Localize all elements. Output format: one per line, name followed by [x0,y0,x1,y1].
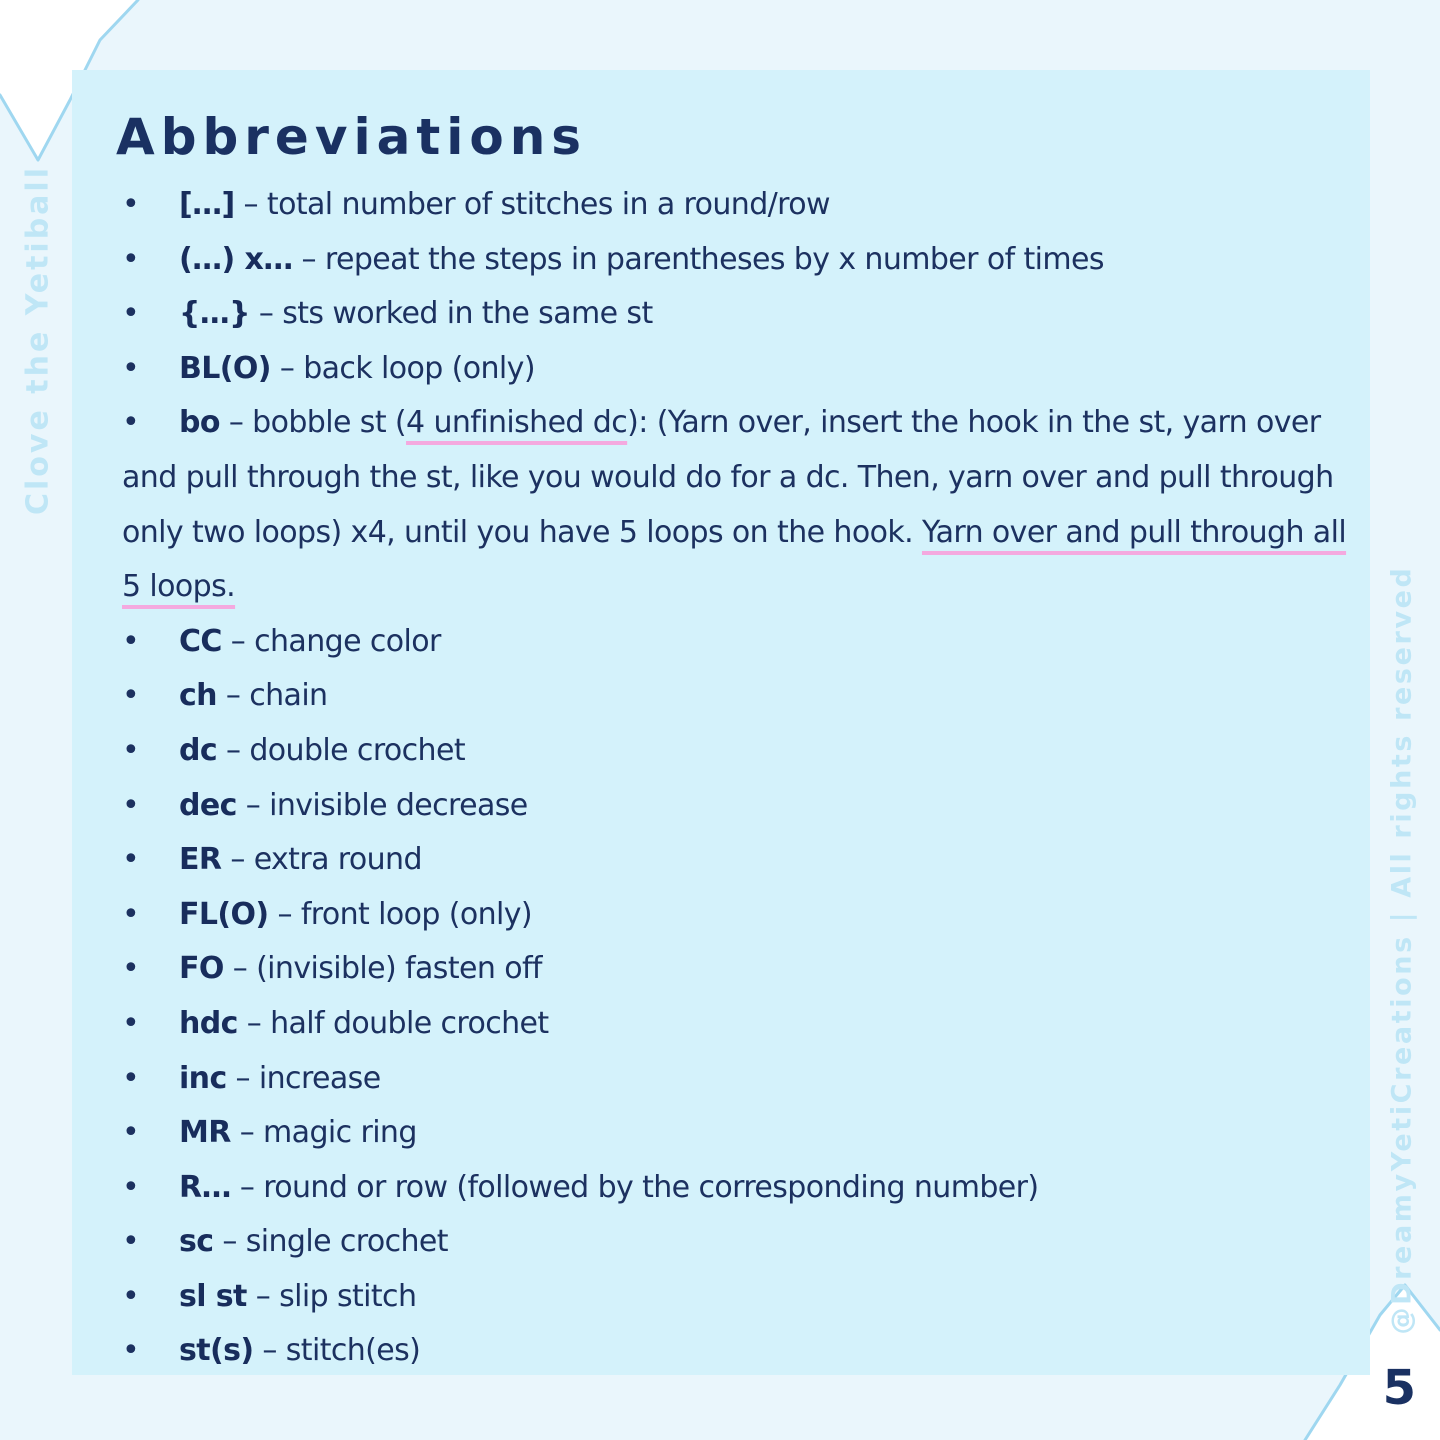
list-item [122,1215,1372,1270]
separator: – [221,623,255,659]
definition: sts worked in the same st [282,296,653,332]
list-item [122,997,1372,1052]
bullet-icon: • [122,187,140,222]
separator: – [217,732,250,768]
definition: single crochet [245,1224,448,1260]
page-number: 5 [1382,1360,1416,1416]
definition: change color [254,623,441,659]
definition: front loop (only) [300,896,533,932]
term: st(s) [179,1333,254,1369]
definition: round or row (followed by the corresponding number) [263,1169,1039,1205]
highlighted-text: 4 unfinished dc [406,405,628,441]
list-item [122,888,1372,943]
bullet-icon: • [122,1278,140,1314]
separator: – [236,787,270,823]
term: MR [179,1115,231,1151]
definition: (invisible) fasten off [256,951,542,987]
page-title: Abbreviations [116,108,588,166]
term: ch [179,678,217,714]
bullet-icon: • [122,1224,140,1260]
bullet-icon: • [122,1005,140,1041]
separator: – [223,951,257,987]
list-item [122,779,1372,834]
definition: repeat the steps in parentheses by x number of times [324,241,1104,277]
definition: total number of stitches in a round/row [266,187,830,222]
term: hdc [179,1005,238,1041]
term: R… [179,1169,231,1205]
list-item [122,342,1372,397]
separator: – [253,1333,286,1369]
list-item [122,1161,1372,1216]
separator: – [292,241,325,277]
separator: – [230,1169,264,1205]
separator: – [219,405,253,441]
bullet-icon: • [122,1333,140,1369]
term: sl st [179,1278,247,1314]
definition: magic ring [263,1115,417,1151]
bullet-icon: • [122,951,140,987]
list-item [122,669,1372,724]
list-item [122,287,1372,342]
definition: slip stitch [279,1278,417,1314]
list-item [122,724,1372,779]
definition: extra round [253,842,422,878]
list-item [122,1052,1372,1107]
separator: – [213,1224,246,1260]
abbreviation-list [122,178,1372,1379]
list-item [122,615,1372,670]
bullet-icon: • [122,1169,140,1205]
separator: – [234,187,267,222]
list-item [122,1106,1372,1161]
list-item [122,1270,1372,1325]
term: {…} [179,296,250,332]
definition: invisible decrease [269,787,528,823]
highlighted-text: Yarn over and pull through all 5 loops. [122,514,1347,605]
bullet-icon: • [122,896,140,932]
bullet-icon: • [122,350,140,386]
list-item [122,833,1372,888]
list-item [122,942,1372,997]
separator: – [268,896,301,932]
definition: chain [249,678,328,714]
term: BL(O) [179,350,271,386]
bullet-icon: • [122,241,140,277]
bullet-icon: • [122,405,140,441]
term: FO [179,951,224,987]
term: dc [179,732,218,768]
bullet-icon: • [122,787,140,823]
term: […] [179,187,235,222]
definition-part: ): (Yarn over, insert the hook in the st, yarn over and pull through the st, like you would do for a dc. Then, yarn over and pull through only two loops) x4, until you have 5 loops on the hook. [122,405,1334,550]
separator: – [216,678,250,714]
list-item [122,233,1372,288]
bullet-icon: • [122,732,140,768]
definition: increase [258,1060,381,1096]
separator: – [246,1278,280,1314]
bullet-icon: • [122,296,140,332]
bullet-icon: • [122,842,140,878]
list-item [122,178,1372,233]
definition-part: bobble st ( [252,405,407,441]
term: CC [179,623,222,659]
term: dec [179,787,237,823]
definition: half double crochet [270,1005,549,1041]
separator: – [270,350,304,386]
bullet-icon: • [122,678,140,714]
separator: – [230,1115,264,1151]
term: inc [179,1060,227,1096]
side-text-right: @DreamyYetiCreations | All rights reserved [1386,565,1418,1335]
term: (…) x… [179,241,293,277]
term: bo [179,405,220,441]
term: sc [179,1224,214,1260]
separator: – [249,296,283,332]
term: FL(O) [179,896,269,932]
definition: stitch(es) [285,1333,421,1369]
bullet-icon: • [122,1115,140,1151]
separator: – [226,1060,259,1096]
definition: double crochet [249,732,465,768]
side-text-left: Clove the Yetiball [20,165,56,515]
list-item-bobble [122,396,1372,614]
definition: back loop (only) [303,350,535,386]
term: ER [179,842,222,878]
bullet-icon: • [122,623,140,659]
list-item [122,1324,1372,1379]
separator: – [221,842,254,878]
bullet-icon: • [122,1060,140,1096]
separator: – [237,1005,271,1041]
